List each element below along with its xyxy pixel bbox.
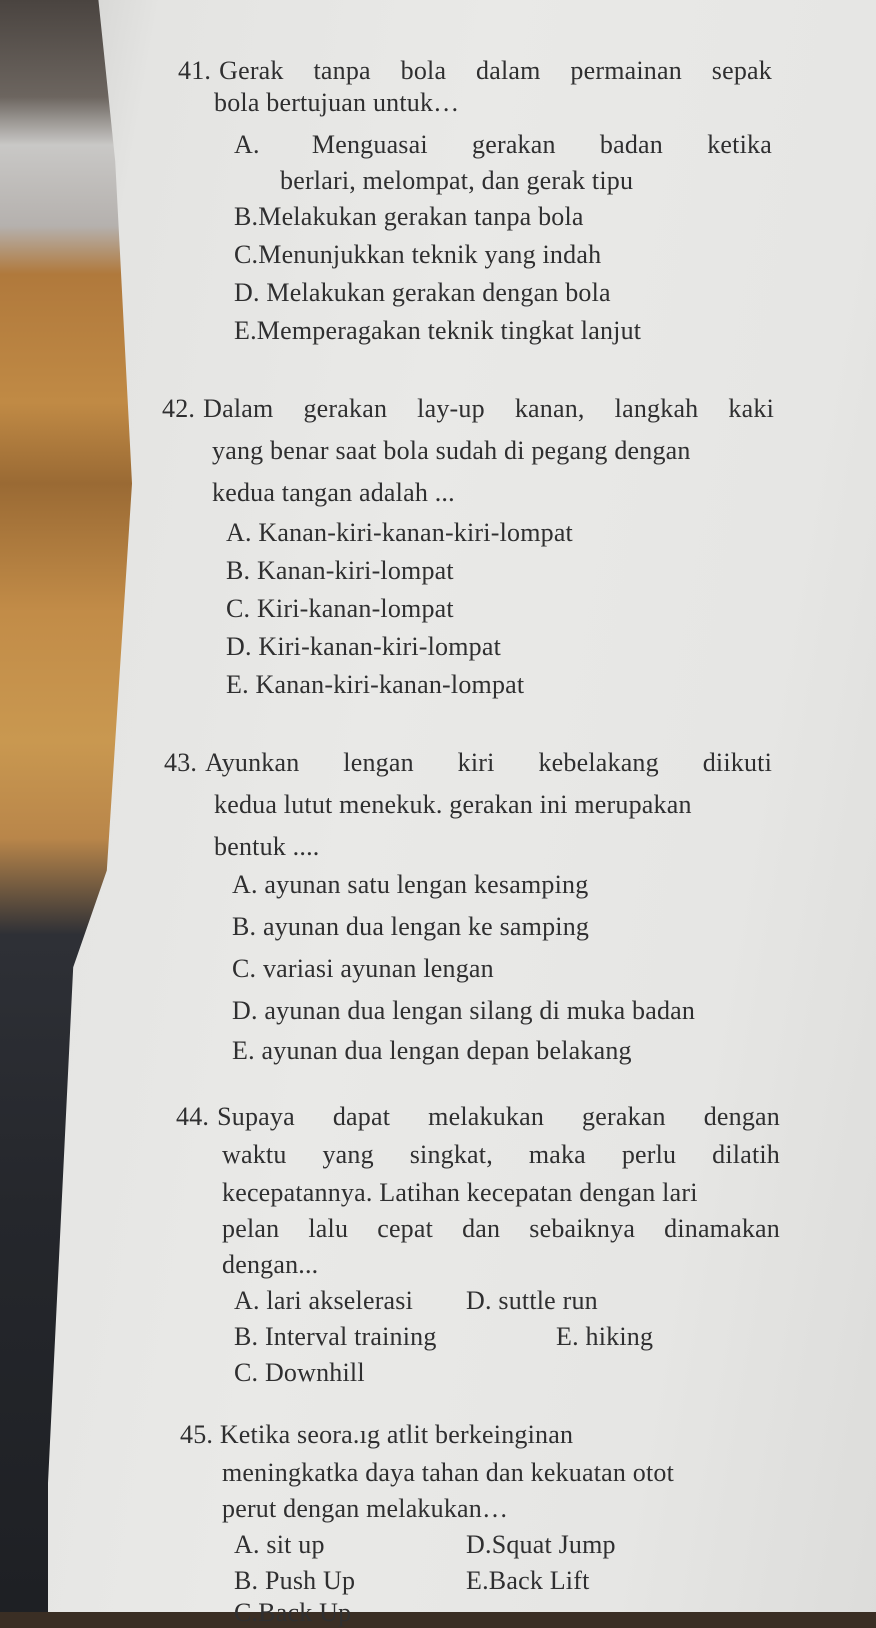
- question-number: 44.: [176, 1102, 210, 1131]
- option-44-c: C. Downhill: [234, 1358, 365, 1387]
- option-41-a-continuation: berlari, melompat, dan gerak tipu: [280, 166, 634, 195]
- option-44-a: A. lari akselerasi: [234, 1286, 414, 1315]
- option-41-b: B.Melakukan gerakan tanpa bola: [234, 202, 584, 231]
- option-41-c: C.Menunjukkan teknik yang indah: [234, 240, 602, 269]
- question-number: 43.: [164, 748, 198, 777]
- question-text: Gerak tanpa bola dalam permainan sepak: [219, 56, 772, 85]
- option-45-d: D.Squat Jump: [466, 1530, 616, 1559]
- option-45-e: E.Back Lift: [466, 1566, 590, 1595]
- option-45-c: C.Back Up: [234, 1598, 352, 1627]
- option-43-b: B. ayunan dua lengan ke samping: [232, 912, 590, 941]
- option-41-d: D. Melakukan gerakan dengan bola: [234, 278, 611, 307]
- option-44-e: E. hiking: [556, 1322, 654, 1351]
- option-44-b: B. Interval training: [234, 1322, 437, 1351]
- question-44-stem-line-1: 44. Supaya dapat melakukan gerakan dengan: [176, 1102, 780, 1131]
- question-43-stem-line-3: bentuk ....: [214, 832, 320, 861]
- question-42-stem-line-1: 42. Dalam gerakan lay-up kanan, langkah kaki: [162, 394, 774, 423]
- option-43-c: C. variasi ayunan lengan: [232, 954, 494, 983]
- option-42-d: D. Kiri-kanan-kiri-lompat: [226, 632, 502, 661]
- option-43-e: E. ayunan dua lengan depan belakang: [232, 1036, 632, 1065]
- question-44-stem-line-4: pelan lalu cepat dan sebaiknya dinamakan: [222, 1214, 780, 1243]
- question-44-stem-line-3: kecepatannya. Latihan kecepatan dengan lari: [222, 1178, 698, 1207]
- question-42-stem-line-3: kedua tangan adalah ...: [212, 478, 455, 507]
- question-44-stem-line-5: dengan...: [222, 1250, 319, 1279]
- question-number: 41.: [178, 56, 212, 85]
- option-41-e: E.Memperagakan teknik tingkat lanjut: [234, 316, 642, 345]
- question-44-stem-line-2: waktu yang singkat, maka perlu dilatih: [222, 1140, 780, 1169]
- question-43-stem-line-1: 43. Ayunkan lengan kiri kebelakang diikuti: [164, 748, 772, 777]
- option-42-e: E. Kanan-kiri-kanan-lompat: [226, 670, 525, 699]
- question-43-stem-line-2: kedua lutut menekuk. gerakan ini merupakan: [214, 790, 692, 819]
- option-label: A.: [234, 130, 260, 159]
- question-45-stem-line-2: meningkatka daya tahan dan kekuatan otot: [222, 1458, 675, 1487]
- question-45-stem-line-3: perut dengan melakukan…: [222, 1494, 509, 1523]
- question-45-stem-line-1: 45. Ketika seora.ıg atlit berkeinginan: [180, 1420, 574, 1449]
- option-43-d: D. ayunan dua lengan silang di muka badan: [232, 996, 696, 1025]
- option-44-d: D. suttle run: [466, 1286, 598, 1315]
- question-41-stem-line-2: bola bertujuan untuk…: [214, 88, 460, 117]
- option-42-c: C. Kiri-kanan-lompat: [226, 594, 454, 623]
- question-42-stem-line-2: yang benar saat bola sudah di pegang dengan: [212, 436, 691, 465]
- question-number: 45.: [180, 1420, 214, 1449]
- question-number: 42.: [162, 394, 196, 423]
- option-43-a: A. ayunan satu lengan kesamping: [232, 870, 589, 899]
- option-42-a: A. Kanan-kiri-kanan-kiri-lompat: [226, 518, 573, 547]
- question-41-stem-line-1: [178, 56, 772, 86]
- option-45-b: B. Push Up: [234, 1566, 356, 1595]
- option-42-b: B. Kanan-kiri-lompat: [226, 556, 454, 585]
- option-45-a: A. sit up: [234, 1530, 325, 1559]
- option-41-a: A. Menguasai gerakan badan ketika: [234, 130, 772, 159]
